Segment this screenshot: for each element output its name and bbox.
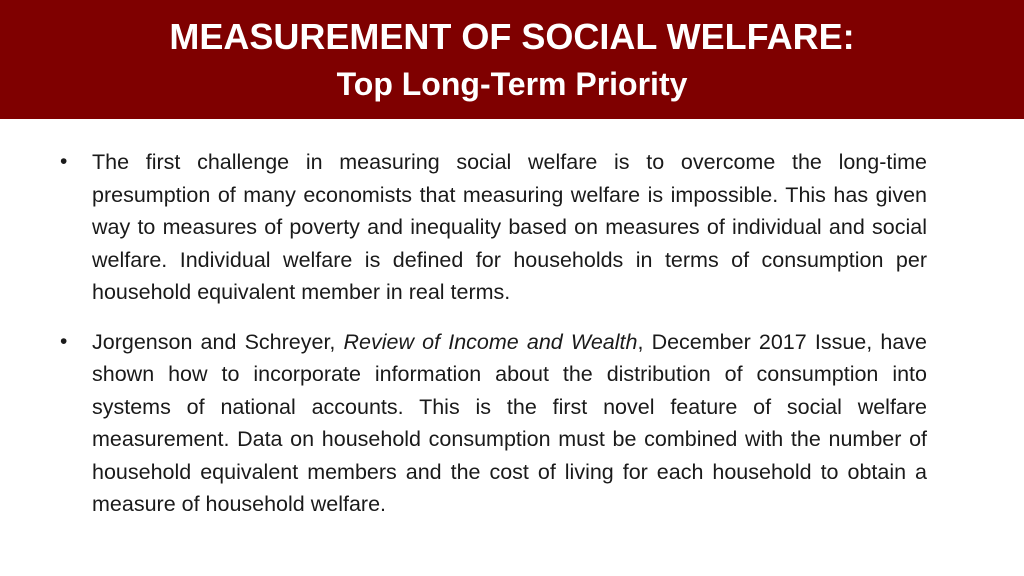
bullet-item-1	[58, 146, 927, 309]
bullet-list	[58, 146, 927, 538]
bullet-item-2	[58, 326, 927, 521]
slide-title: MEASUREMENT OF SOCIAL WELFARE:	[169, 16, 855, 57]
bullet-text-1: The first challenge in measuring social welfare is to overcome the long-time presumption of many economists that measuring welfare is impossible. This has given way to measures of poverty and inequality based on measures of individual and social welfare. Individual welfare is defined for households in terms of consumption per household equivalent member in real terms.	[92, 150, 927, 304]
title-banner	[0, 0, 1024, 119]
bullet-dot-icon: •	[60, 150, 68, 173]
slide-subtitle: Top Long-Term Priority	[336, 66, 688, 102]
bullet-text-2-rest: , December 2017 Issue, have shown how to incorporate information about the distribution of consumption into systems of national accounts. This is the first novel feature of social welfare measurement. Data on household consumption must be combined with the number of household equivalent members and the cost of living for each household to obtain a measure of household welfare.	[92, 329, 927, 516]
journal-title: Review of Income and Wealth	[343, 329, 638, 354]
bullet-dot-icon: •	[60, 329, 68, 353]
bullet-text-2-lead: Jorgenson and Schreyer,	[92, 329, 344, 354]
